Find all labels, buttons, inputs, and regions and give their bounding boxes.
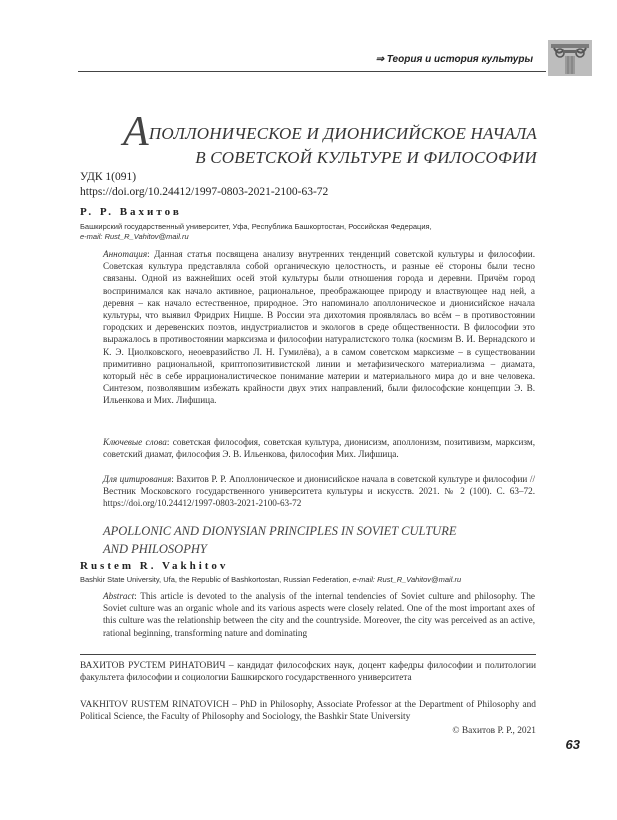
abstract-en [103,590,535,639]
keywords-ru [103,436,535,460]
doi-link[interactable]: https://doi.org/10.24412/1997-0803-2021-2100-63-72 [80,186,329,198]
title-initial: А [122,109,149,155]
udk-code: УДК 1(091) [80,171,137,183]
article-title-line1 [100,109,537,155]
author-affiliation-en [80,575,461,585]
abstract-ru-text: : Данная статья посвящена анализу внутренних тенденций советской культуры и философии. Советская культура представляла собой органическую целостность, и разные её стороны были тесно связаны. Одной из важнейших осей этой культуры были отношения города и деревни. Причём город воспринимался как начало активное, рациональное, преображающее природу и властвующее над ней, а деревня – как начало естественное, природное. Это напоминало аполлоническое и дионисийское начала культуры, что выявил Фридрих Ницше. В России эта дихотомия проявлялась во всём – в противостоянии городских и деревенских поэтов, индустриалистов и экологов в среде общественности. В философии это выражалось в противостоянии марксизма и философии натуралистского толка (космизм В. И. Вернадского и К. Э. Циолковского, неоевразийство Л. Н. Гумилёва), а в самом советском марксизме – в существовании примитивно рациональной, криптопозитивистской линии и метафизического материализма – диамата, который нёс в себе иррационалистическое понимание материи и материального мира до и вне человека. Синтезом, позволявшим избежать крайности двух этих направлений, были философские концепции Э. В. Ильенкова и Мих. Лифшица. [103,249,535,406]
section-header: ⇒ Теория и история культуры [375,54,533,65]
abstract-ru-label: Аннотация [103,249,148,259]
author-email-en[interactable]: e-mail: Rust_R_Vahitov@mail.ru [352,575,462,584]
author-email-ru[interactable]: e-mail: Rust_R_Vahitov@mail.ru [80,232,189,241]
page-number: 63 [565,737,580,752]
author-name-ru: Р. Р. Вахитов [80,206,182,218]
abstract-en-text: : This article is devoted to the analysis of the internal tendencies of Soviet culture and philosophy. The Soviet culture was an organic whole and its various aspects were closely related. One of the most important axes of this culture was the relationship between the city and the countryside. Moreover, the city was perceived as an active, rational beginning, transforming nature and dominating [103,591,535,638]
footnote-rule [80,654,536,655]
header-rule [78,71,546,72]
author-name-en: Rustem R. Vakhitov [80,560,229,572]
citation-ru-label: Для цитирования [103,474,172,484]
citation-ru [103,473,535,510]
title-en-line2: AND PHILOSOPHY [103,542,207,556]
copyright: © Вахитов Р. Р., 2021 [452,726,536,736]
citation-ru-text: : Вахитов Р. Р. Аполлоническое и дионисийское начала в советской культуре и философии // Вестник Московского государственного университета культуры и искусств. 2021. № 2 (100). С. 63–72. https://doi.org/10.24412/1997-0803-2021-2100-63-72 [103,474,535,509]
abstract-ru [103,248,535,407]
author-affiliation-en-text: Bashkir State University, Ufa, the Republic of Bashkortostan, Russian Federation, [80,575,351,584]
keywords-ru-text: : советская философия, советская культура, дионисизм, аполлонизм, позитивизм, марксизм, советский диамат, философия Э. В. Ильенкова, философия Мих. Лифшица. [103,437,535,460]
article-title-line2: В СОВЕТСКОЙ КУЛЬТУРЕ И ФИЛОСОФИИ [195,148,537,167]
abstract-en-label: Abstract [103,591,135,601]
title-en-line1: APOLLONIC AND DIONYSIAN PRINCIPLES IN SOVIET CULTURE [103,524,457,538]
column-capital-icon [548,38,592,78]
title-line1-rest: ПОЛЛОНИЧЕСКОЕ И ДИОНИСИЙСКОЕ НАЧАЛА [148,124,537,143]
author-footnote-en: VAKHITOV RUSTEM RINATOVICH – PhD in Philosophy, Associate Professor at the Department of Philosophy and Political Science, the Faculty of Philosophy and Sociology, the Bashkir State University [80,700,536,722]
keywords-ru-label: Ключевые слова [103,437,167,447]
author-footnote-ru: ВАХИТОВ РУСТЕМ РИНАТОВИЧ – кандидат философских наук, доцент кафедры философии и политологии факультета философии и социологии Башкирского государственного университета [80,661,536,683]
author-affiliation-ru: Башкирский государственный университет, Уфа, Республика Башкортостан, Российская Федерация, [80,222,432,231]
